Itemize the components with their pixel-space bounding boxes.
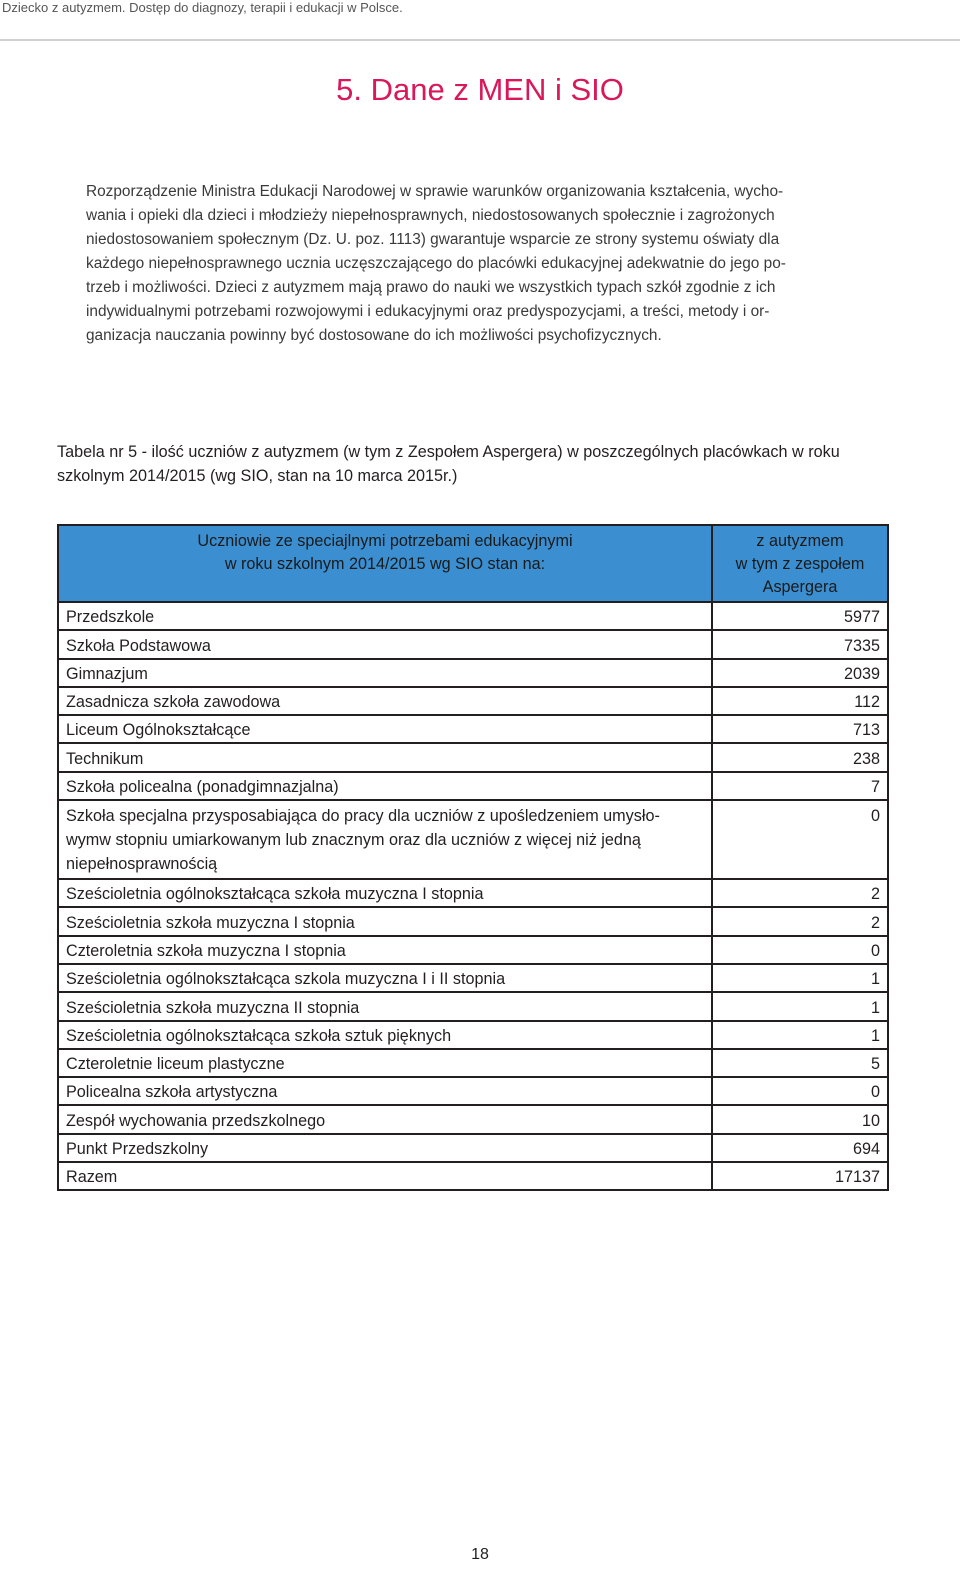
students-table [57, 524, 889, 1191]
table-row [58, 1049, 888, 1077]
row-label: Liceum Ogólnokształcące [58, 715, 712, 743]
table-header-row [58, 525, 888, 602]
header-count-line: Aspergera [762, 578, 838, 596]
row-label: Szkoła Podstawowa [58, 630, 712, 658]
row-value: 10 [712, 1105, 888, 1133]
row-label: Technikum [58, 743, 712, 771]
header-category-line: w roku szkolnym 2014/2015 wg SIO stan na: [224, 555, 546, 573]
header-count-line: w tym z zespołem [735, 555, 865, 573]
table-row [58, 602, 888, 630]
table-row [58, 1105, 888, 1133]
row-value: 2039 [712, 659, 888, 687]
row-label: Sześcioletnia ogólnokształcąca szkola muzyczna I i II stopnia [58, 964, 712, 992]
header-count-line: z autyzmem [756, 532, 844, 550]
body-paragraph [86, 180, 876, 348]
row-value: 2 [712, 879, 888, 907]
row-value: 112 [712, 687, 888, 715]
row-value: 7 [712, 772, 888, 800]
body-line: trzeb i możliwości. Dzieci z autyzmem mają prawo do nauki we wszystkich typach szkół zgodnie z ich [86, 279, 776, 296]
row-value: 7335 [712, 630, 888, 658]
row-label: Czteroletnia szkoła muzyczna I stopnia [58, 936, 712, 964]
table-row [58, 1134, 888, 1162]
header-category [58, 525, 712, 602]
row-label: Gimnazjum [58, 659, 712, 687]
row-label: Sześcioletnia ogólnokształcąca szkoła sztuk pięknych [58, 1021, 712, 1049]
table-row [58, 936, 888, 964]
caption-line: szkolnym 2014/2015 (wg SIO, stan na 10 marca 2015r.) [57, 467, 458, 485]
body-line: niedostosowaniem społecznym (Dz. U. poz. 1113) gwarantuje wsparcie ze strony systemu oświaty dla [86, 231, 780, 248]
row-value: 5977 [712, 602, 888, 630]
row-label: Punkt Przedszkolny [58, 1134, 712, 1162]
table-row [58, 715, 888, 743]
table-row [58, 630, 888, 658]
row-value: 1 [712, 964, 888, 992]
section-title: 5. Dane z MEN i SIO [336, 72, 624, 107]
table-row [58, 992, 888, 1020]
row-value: 1 [712, 992, 888, 1020]
row-label: Zasadnicza szkoła zawodowa [58, 687, 712, 715]
row-value: 0 [712, 800, 888, 879]
table-row [58, 687, 888, 715]
body-line: każdego niepełnosprawnego ucznia uczęszczającego do placówki edukacyjnej adekwatnie do jego po- [86, 255, 786, 272]
row-value: 17137 [712, 1162, 888, 1190]
body-line: ganizacja nauczania powinny być dostosowane do ich możliwości psychofizycznych. [86, 327, 662, 344]
body-line: Rozporządzenie Ministra Edukacji Narodowej w sprawie warunków organizowania kształcenia, wycho- [86, 183, 784, 200]
caption-line: Tabela nr 5 - ilość uczniów z autyzmem (w tym z Zespołem Aspergera) w poszczególnych placówkach w roku [57, 443, 840, 461]
table-row [58, 1077, 888, 1105]
row-label-line: niepełnosprawnością [66, 855, 218, 874]
table-row [58, 879, 888, 907]
row-label: Sześcioletnia ogólnokształcąca szkoła muzyczna I stopnia [58, 879, 712, 907]
row-label-line: wymw stopniu umiarkowanym lub znacznym oraz dla uczniów z więcej niż jedną [66, 831, 641, 850]
row-label: Sześcioletnia szkoła muzyczna I stopnia [58, 907, 712, 935]
table-row [58, 800, 888, 879]
row-label: Zespół wychowania przedszkolnego [58, 1105, 712, 1133]
row-value: 238 [712, 743, 888, 771]
header-category-line: Uczniowie ze speciajlnymi potrzebami edukacyjnymi [197, 532, 573, 550]
row-value: 713 [712, 715, 888, 743]
row-label: Razem [58, 1162, 712, 1190]
body-line: indywidualnymi potrzebami rozwojowymi i edukacyjnymi oraz predyspozycjami, a treści, metody i or- [86, 303, 770, 320]
table-row [58, 907, 888, 935]
row-value: 2 [712, 907, 888, 935]
body-line: wania i opieki dla dzieci i młodzieży niepełnosprawnych, niedostosowanych społecznie i zagrożonych [86, 207, 775, 224]
row-label [58, 800, 712, 879]
row-label: Czteroletnie liceum plastyczne [58, 1049, 712, 1077]
row-value: 5 [712, 1049, 888, 1077]
table-row [58, 964, 888, 992]
table-row [58, 743, 888, 771]
row-label: Policealna szkoła artystyczna [58, 1077, 712, 1105]
row-label: Sześcioletnia szkoła muzyczna II stopnia [58, 992, 712, 1020]
row-label-line: Szkoła specjalna przysposabiająca do pracy dla uczniów z upośledzeniem umysło- [66, 807, 660, 826]
table-row [58, 772, 888, 800]
page-number: 18 [471, 1546, 489, 1563]
row-value: 0 [712, 1077, 888, 1105]
table-row [58, 659, 888, 687]
running-header: Dziecko z autyzmem. Dostęp do diagnozy, terapii i edukacji w Polsce. [2, 0, 403, 15]
header-count [712, 525, 888, 602]
row-label: Szkoła policealna (ponadgimnazjalna) [58, 772, 712, 800]
row-value: 694 [712, 1134, 888, 1162]
row-value: 1 [712, 1021, 888, 1049]
header-rule [0, 39, 960, 41]
row-label: Przedszkole [58, 602, 712, 630]
table-row-total [58, 1162, 888, 1190]
row-value: 0 [712, 936, 888, 964]
table-row [58, 1021, 888, 1049]
table-caption [57, 440, 907, 488]
